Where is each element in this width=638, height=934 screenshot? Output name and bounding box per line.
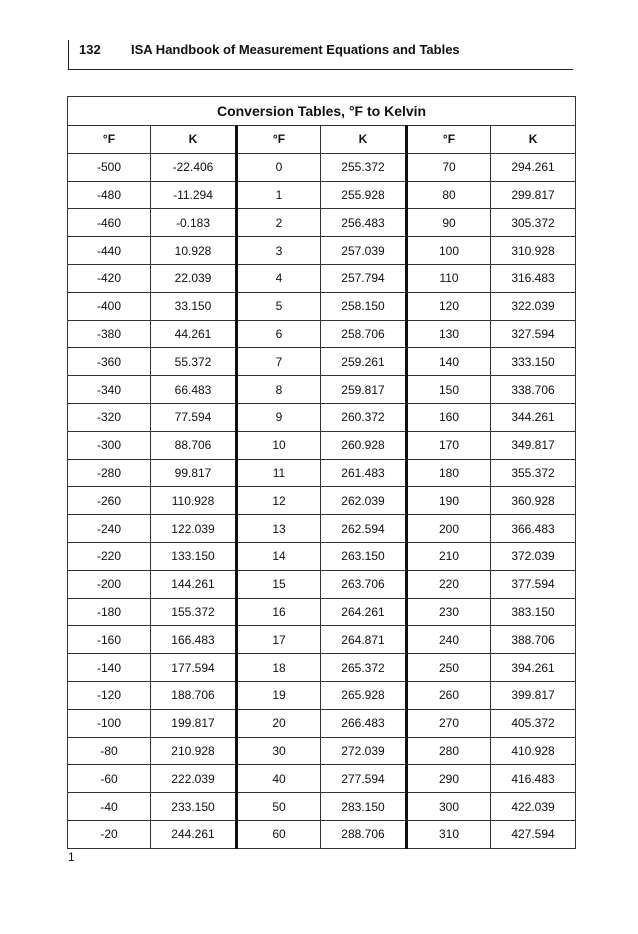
fahrenheit-cell: -80	[68, 737, 151, 765]
table-row	[68, 237, 576, 265]
kelvin-cell: 288.706	[321, 820, 407, 848]
fahrenheit-cell: -420	[68, 264, 151, 292]
kelvin-cell: 257.794	[321, 264, 407, 292]
table-row	[68, 709, 576, 737]
kelvin-cell: 188.706	[151, 681, 237, 709]
kelvin-cell: 10.928	[151, 237, 237, 265]
table-title: Conversion Tables, °F to Kelvin	[68, 97, 576, 126]
fahrenheit-cell: 8	[237, 376, 321, 404]
kelvin-cell: 256.483	[321, 209, 407, 237]
kelvin-cell: 264.261	[321, 598, 407, 626]
table-row	[68, 765, 576, 793]
conversion-table	[67, 96, 576, 849]
fahrenheit-cell: -320	[68, 403, 151, 431]
kelvin-cell: 133.150	[151, 542, 237, 570]
table-row	[68, 570, 576, 598]
table-row	[68, 459, 576, 487]
kelvin-cell: 266.483	[321, 709, 407, 737]
fahrenheit-cell: 120	[407, 292, 491, 320]
fahrenheit-cell: 280	[407, 737, 491, 765]
table-row	[68, 403, 576, 431]
fahrenheit-cell: 250	[407, 654, 491, 682]
kelvin-cell: 405.372	[491, 709, 576, 737]
kelvin-cell: 283.150	[321, 793, 407, 821]
kelvin-cell: 427.594	[491, 820, 576, 848]
kelvin-cell: 265.372	[321, 654, 407, 682]
table-row	[68, 292, 576, 320]
fahrenheit-cell: -460	[68, 209, 151, 237]
kelvin-cell: 77.594	[151, 403, 237, 431]
fahrenheit-cell: 2	[237, 209, 321, 237]
fahrenheit-cell: 150	[407, 376, 491, 404]
kelvin-cell: 257.039	[321, 237, 407, 265]
fahrenheit-cell: 90	[407, 209, 491, 237]
fahrenheit-cell: -240	[68, 515, 151, 543]
table-row	[68, 181, 576, 209]
table-row	[68, 737, 576, 765]
kelvin-cell: 294.261	[491, 153, 576, 181]
kelvin-cell: 264.871	[321, 626, 407, 654]
fahrenheit-cell: 14	[237, 542, 321, 570]
table-body	[68, 153, 576, 848]
kelvin-cell: 394.261	[491, 654, 576, 682]
fahrenheit-cell: 200	[407, 515, 491, 543]
kelvin-cell: 88.706	[151, 431, 237, 459]
kelvin-cell: 259.261	[321, 348, 407, 376]
fahrenheit-cell: 160	[407, 403, 491, 431]
footer-label: 1	[68, 850, 75, 864]
fahrenheit-cell: 5	[237, 292, 321, 320]
fahrenheit-cell: 16	[237, 598, 321, 626]
kelvin-cell: 22.039	[151, 264, 237, 292]
column-header: K	[491, 126, 576, 154]
kelvin-cell: 310.928	[491, 237, 576, 265]
kelvin-cell: 33.150	[151, 292, 237, 320]
kelvin-cell: 255.928	[321, 181, 407, 209]
fahrenheit-cell: 170	[407, 431, 491, 459]
kelvin-cell: 255.372	[321, 153, 407, 181]
fahrenheit-cell: 230	[407, 598, 491, 626]
column-header: K	[321, 126, 407, 154]
kelvin-cell: 155.372	[151, 598, 237, 626]
kelvin-cell: 244.261	[151, 820, 237, 848]
fahrenheit-cell: 6	[237, 320, 321, 348]
kelvin-cell: 349.817	[491, 431, 576, 459]
fahrenheit-cell: 4	[237, 264, 321, 292]
fahrenheit-cell: -400	[68, 292, 151, 320]
table-row	[68, 793, 576, 821]
table-row	[68, 376, 576, 404]
kelvin-cell: 372.039	[491, 542, 576, 570]
table-row	[68, 264, 576, 292]
kelvin-cell: 299.817	[491, 181, 576, 209]
fahrenheit-cell: -60	[68, 765, 151, 793]
fahrenheit-cell: -340	[68, 376, 151, 404]
fahrenheit-cell: -500	[68, 153, 151, 181]
kelvin-cell: 344.261	[491, 403, 576, 431]
kelvin-cell: 258.706	[321, 320, 407, 348]
fahrenheit-cell: -380	[68, 320, 151, 348]
fahrenheit-cell: 17	[237, 626, 321, 654]
kelvin-cell: 260.372	[321, 403, 407, 431]
fahrenheit-cell: 3	[237, 237, 321, 265]
fahrenheit-cell: -180	[68, 598, 151, 626]
kelvin-cell: 66.483	[151, 376, 237, 404]
column-header: K	[151, 126, 237, 154]
fahrenheit-cell: -40	[68, 793, 151, 821]
kelvin-cell: 338.706	[491, 376, 576, 404]
fahrenheit-cell: 80	[407, 181, 491, 209]
kelvin-cell: 333.150	[491, 348, 576, 376]
fahrenheit-cell: 140	[407, 348, 491, 376]
page-number: 132	[79, 42, 101, 57]
fahrenheit-cell: -360	[68, 348, 151, 376]
kelvin-cell: 377.594	[491, 570, 576, 598]
kelvin-cell: 122.039	[151, 515, 237, 543]
kelvin-cell: 360.928	[491, 487, 576, 515]
kelvin-cell: 233.150	[151, 793, 237, 821]
column-header: °F	[407, 126, 491, 154]
table-row	[68, 431, 576, 459]
fahrenheit-cell: 13	[237, 515, 321, 543]
table-row	[68, 820, 576, 848]
kelvin-cell: 261.483	[321, 459, 407, 487]
kelvin-cell: 110.928	[151, 487, 237, 515]
kelvin-cell: 305.372	[491, 209, 576, 237]
kelvin-cell: 44.261	[151, 320, 237, 348]
fahrenheit-cell: 19	[237, 681, 321, 709]
kelvin-cell: 316.483	[491, 264, 576, 292]
fahrenheit-cell: 240	[407, 626, 491, 654]
kelvin-cell: 260.928	[321, 431, 407, 459]
fahrenheit-cell: 18	[237, 654, 321, 682]
kelvin-cell: 265.928	[321, 681, 407, 709]
kelvin-cell: 263.706	[321, 570, 407, 598]
fahrenheit-cell: -140	[68, 654, 151, 682]
kelvin-cell: 322.039	[491, 292, 576, 320]
table-row	[68, 598, 576, 626]
fahrenheit-cell: -220	[68, 542, 151, 570]
fahrenheit-cell: 260	[407, 681, 491, 709]
kelvin-cell: 210.928	[151, 737, 237, 765]
kelvin-cell: 327.594	[491, 320, 576, 348]
kelvin-cell: 262.039	[321, 487, 407, 515]
fahrenheit-cell: 7	[237, 348, 321, 376]
fahrenheit-cell: -20	[68, 820, 151, 848]
fahrenheit-cell: 12	[237, 487, 321, 515]
fahrenheit-cell: 1	[237, 181, 321, 209]
fahrenheit-cell: 70	[407, 153, 491, 181]
table-row	[68, 320, 576, 348]
fahrenheit-cell: 40	[237, 765, 321, 793]
kelvin-cell: 258.150	[321, 292, 407, 320]
kelvin-cell: 277.594	[321, 765, 407, 793]
fahrenheit-cell: -300	[68, 431, 151, 459]
fahrenheit-cell: -100	[68, 709, 151, 737]
kelvin-cell: -22.406	[151, 153, 237, 181]
kelvin-cell: 263.150	[321, 542, 407, 570]
fahrenheit-cell: 190	[407, 487, 491, 515]
fahrenheit-cell: 15	[237, 570, 321, 598]
fahrenheit-cell: -480	[68, 181, 151, 209]
fahrenheit-cell: 60	[237, 820, 321, 848]
table-row	[68, 348, 576, 376]
fahrenheit-cell: 220	[407, 570, 491, 598]
fahrenheit-cell: 9	[237, 403, 321, 431]
kelvin-cell: 399.817	[491, 681, 576, 709]
kelvin-cell: -0.183	[151, 209, 237, 237]
kelvin-cell: 410.928	[491, 737, 576, 765]
kelvin-cell: 388.706	[491, 626, 576, 654]
column-header-row	[68, 126, 576, 154]
kelvin-cell: 55.372	[151, 348, 237, 376]
fahrenheit-cell: 50	[237, 793, 321, 821]
table-row	[68, 515, 576, 543]
fahrenheit-cell: -120	[68, 681, 151, 709]
fahrenheit-cell: -260	[68, 487, 151, 515]
fahrenheit-cell: 180	[407, 459, 491, 487]
fahrenheit-cell: 20	[237, 709, 321, 737]
kelvin-cell: 416.483	[491, 765, 576, 793]
fahrenheit-cell: 10	[237, 431, 321, 459]
table-row	[68, 626, 576, 654]
kelvin-cell: 422.039	[491, 793, 576, 821]
column-header: °F	[68, 126, 151, 154]
kelvin-cell: 166.483	[151, 626, 237, 654]
table-row	[68, 542, 576, 570]
fahrenheit-cell: -280	[68, 459, 151, 487]
fahrenheit-cell: 290	[407, 765, 491, 793]
table-row	[68, 487, 576, 515]
kelvin-cell: 272.039	[321, 737, 407, 765]
fahrenheit-cell: 210	[407, 542, 491, 570]
table-row	[68, 153, 576, 181]
running-header	[68, 40, 573, 70]
kelvin-cell: 99.817	[151, 459, 237, 487]
kelvin-cell: 199.817	[151, 709, 237, 737]
kelvin-cell: 177.594	[151, 654, 237, 682]
kelvin-cell: 259.817	[321, 376, 407, 404]
fahrenheit-cell: -440	[68, 237, 151, 265]
fahrenheit-cell: -160	[68, 626, 151, 654]
fahrenheit-cell: 0	[237, 153, 321, 181]
fahrenheit-cell: 110	[407, 264, 491, 292]
column-header: °F	[237, 126, 321, 154]
fahrenheit-cell: 11	[237, 459, 321, 487]
fahrenheit-cell: 100	[407, 237, 491, 265]
kelvin-cell: 262.594	[321, 515, 407, 543]
kelvin-cell: 383.150	[491, 598, 576, 626]
kelvin-cell: 355.372	[491, 459, 576, 487]
fahrenheit-cell: 300	[407, 793, 491, 821]
kelvin-cell: 222.039	[151, 765, 237, 793]
fahrenheit-cell: 270	[407, 709, 491, 737]
kelvin-cell: -11.294	[151, 181, 237, 209]
fahrenheit-cell: 30	[237, 737, 321, 765]
fahrenheit-cell: 310	[407, 820, 491, 848]
table-row	[68, 681, 576, 709]
table-row	[68, 654, 576, 682]
fahrenheit-cell: -200	[68, 570, 151, 598]
kelvin-cell: 366.483	[491, 515, 576, 543]
fahrenheit-cell: 130	[407, 320, 491, 348]
table-row	[68, 209, 576, 237]
kelvin-cell: 144.261	[151, 570, 237, 598]
running-title: ISA Handbook of Measurement Equations and Tables	[131, 42, 460, 57]
